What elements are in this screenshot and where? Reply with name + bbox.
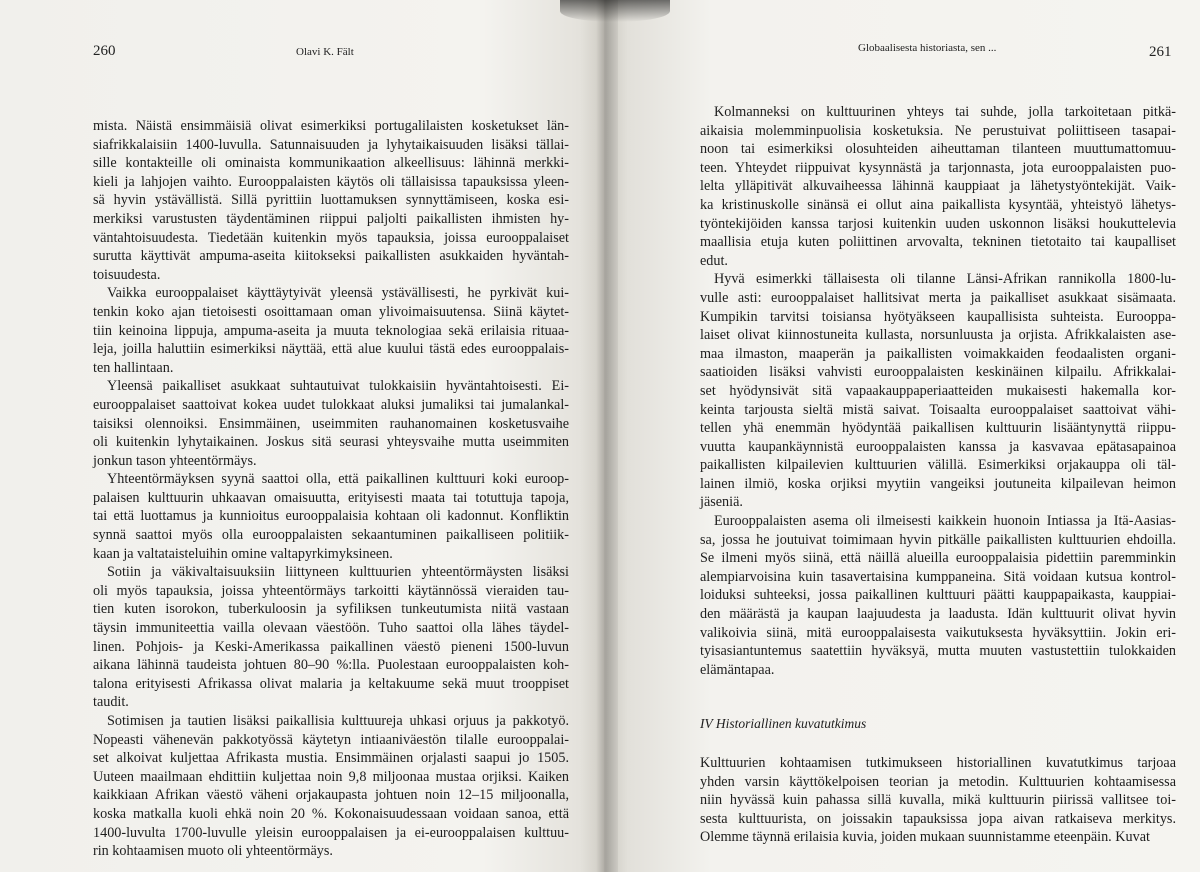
text-line: Yhteentörmäyksen syynä saattoi olla, että paikallinen kulttuuri koki euroop-: [107, 471, 569, 488]
text-line: set alkoivat kuljettaa Afrikasta mustia. Ensimmäinen orjalasti saapui jo 1505.: [93, 750, 569, 767]
text-line: Nopeasti vähenevän pakkotyössä käytetyn intiaaniväestön tilalle eurooppalai-: [93, 731, 569, 748]
left-body-text: [93, 117, 569, 861]
section-body-text: [700, 754, 1176, 847]
text-line: ten hallintaan.: [93, 359, 174, 376]
text-line: ka kristinuskolle sinänsä ei ollut aina paikallista kysyntää, yhteistyö lähetys-: [700, 196, 1176, 213]
text-line: sa, jossa he joutuivat toimimaan hyvin pitkälle paikallisten kulttuurien ehdoilla.: [700, 531, 1176, 548]
text-line: niin hyvässä kuin pahassa sillä kuvalla, mikä kulttuurin piirissä vallitsee toi-: [700, 792, 1176, 809]
text-line: kaikkiaan Afrikan väestö väheni orjakaupasta johtuen noin 12–15 miljoonalla,: [93, 787, 569, 804]
text-line: merkiksi varustusten täydentäminen riippui paljolti paikallisten ihmisten hy-: [93, 210, 569, 227]
paragraph: [700, 512, 1176, 679]
paragraph: [93, 377, 569, 470]
text-line: palaisen kulttuurin uhkaavan omaisuutta, erityisesti maata tai totuttuja tapoja,: [93, 489, 569, 506]
text-line: rin kohtaamisen muoto oli yhteentörmäys.: [93, 843, 333, 860]
text-line: oli myös tapauksia, joissa yhteentörmäys tarkoitti käytännössä vieraiden tau-: [93, 582, 569, 599]
section-heading: IV Historiallinen kuvatutkimus: [700, 716, 867, 731]
text-line: Olemme täynnä erilaisia kuvia, joiden mukaan suunnistamme eteenpäin. Kuvat: [700, 829, 1150, 846]
paragraph: [700, 270, 1176, 512]
text-line: maa ilmaston, maaperän ja paikallisten voimakkaiden feodaalisten organi-: [700, 345, 1176, 362]
text-line: set hyödynsivät sitä vapaakauppaperiaatteiden mukaisesti hakemalla kor-: [700, 382, 1176, 399]
text-line: Se ilmeni myös siinä, että näillä alueilla eurooppalaisia pidettiin paremminkin: [700, 550, 1176, 567]
right-body-text: [700, 103, 1176, 679]
text-line: elämäntapaa.: [700, 661, 775, 678]
text-line: vulle asti: eurooppalaiset hallitsivat merta ja paikalliset asukkaat sisämaata.: [700, 289, 1176, 306]
paragraph: [93, 563, 569, 712]
paragraph: [93, 712, 569, 861]
paragraph: [700, 754, 1176, 847]
text-line: talona erityisesti Afrikassa olivat malaria ja keltakuume sekä muut trooppiset: [93, 675, 569, 692]
page-corner-shadow: [560, 0, 670, 22]
text-line: Yleensä paikalliset asukkaat suhtautuivat tulokkaisiin hyväntahtoisesti. Ei-: [107, 378, 569, 395]
book-gutter: [596, 0, 618, 872]
text-line: tenkin koko ajan tietoisesti osoittamaan oman ylivoimaisuutensa. Siinä käytet-: [93, 303, 569, 320]
text-line: taisiksi olennoiksi. Ensimmäinen, useimmiten rauhanomainen kosketusvaihe: [93, 415, 569, 432]
text-line: noon tai esimerkiksi olosuhteiden aiheuttaman tilanteen muuttumattomuu-: [700, 141, 1176, 158]
text-line: Kulttuurien kohtaamisen tutkimukseen historiallinen kuvatutkimus tarjoaa: [700, 755, 1176, 771]
text-line: tyisasiantuntemus saatettiin hyväksyä, mutta muuten vastustettiin tulokkaiden: [700, 643, 1176, 660]
text-line: vuutta kaupankäynnistä eurooppalaisten kanssa ja kasvavaa epätasapainoa: [700, 438, 1176, 455]
text-line: Uuteen maailmaan ehdittiin kuljettaa noin 9,8 miljoonaa mustaa orjiksi. Kaiken: [93, 768, 569, 785]
text-line: väntahtoisuudesta. Tiedetään kuitenkin myös tapauksia, joissa eurooppalaiset: [93, 229, 569, 246]
text-line: tellen yhä enemmän hyödyntää paikallisen kulttuurin lisääntynyttä riippu-: [700, 420, 1176, 437]
text-line: laiset olivat kiinnostuneita kullasta, norsunluusta ja orjista. Afrikkalaisten ase-: [700, 327, 1176, 344]
text-line: yhden varsin käyttökelpoisen teorian ja metodin. Kulttuurien kohtaamisessa: [700, 773, 1176, 790]
text-line: lelta ylläpitivät alkuvaiheessa lähinnä kauppiaat ja lähetystyöntekijät. Vaik-: [700, 178, 1176, 195]
text-line: kieli ja lahjojen vaihto. Eurooppalaisten käytös oli tällaisissa tapauksissa yleen-: [93, 173, 569, 190]
paragraph: [93, 284, 569, 377]
text-line: alempiarvoisina kuin tasavertaisina kumppaneina. Sitä voidaan kutsua kontrol-: [700, 568, 1176, 585]
text-line: saatioiden lisäksi vahvisti eurooppalaisten keskinäinen kilpailu. Afrikkalai-: [700, 364, 1176, 381]
text-line: Eurooppalaisten asema oli ilmeisesti kaikkein huonoin Intiassa ja Itä-Aasias-: [714, 513, 1176, 530]
text-line: tien kuten isorokon, tuberkuloosin ja syfiliksen tunkeutumista niitä vastaan: [93, 601, 569, 618]
text-line: täysin immuniteettia vailla olevaan väestöön. Tuho saattoi olla lähes täydel-: [93, 620, 569, 637]
text-line: 1400-luvulta 1700-luvulle yleisin eurooppalaisen ja ei-eurooppalaisen kulttuu-: [93, 824, 569, 841]
text-line: sesta kulttuurista, on joissakin tapauksissa jopa aivan ratkaiseva merkitys.: [700, 810, 1176, 827]
text-line: siafrikkalaisiin 1400-luvulla. Satunnaisuuden ja lyhytaikaisuuden lisäksi tällai-: [93, 136, 569, 153]
text-line: sille kontakteille oli ominaista kommunikaation alkeellisuus: lähinnä merkki-: [93, 155, 569, 172]
text-line: synnä saattoi myös olla eurooppalaisten sekaantuminen paikalliseen politiik-: [93, 527, 569, 544]
text-line: lainen ilmiö, koska orjiksi myytiin vangeiksi joutuneita kilpailevan heimon: [700, 475, 1176, 492]
text-line: leja, joilla haluttiin esimerkiksi näyttää, että alue kuului tästä edes eurooppalais-: [93, 341, 569, 358]
text-line: paikallisten kilpailevien kulttuurien välillä. Esimerkiksi orjakauppa oli täl-: [700, 457, 1176, 474]
text-line: edut.: [700, 252, 728, 269]
text-line: Sotiin ja väkivaltaisuuksiin liittyneen kulttuurien yhteentörmäysten lisäksi: [107, 564, 569, 581]
text-line: teen. Yhteydet riippuivat kysynnästä ja tarjonnasta, jota eurooppalaisten puo-: [700, 159, 1176, 176]
text-line: taudit.: [93, 694, 129, 711]
paragraph: [700, 103, 1176, 270]
text-line: Kolmanneksi on kulttuurinen yhteys tai suhde, jolla tarkoitetaan pitkä-: [714, 104, 1176, 120]
text-line: koska matkalla kuoli ehkä noin 20 %. Kokonaisuudessaan voidaan sanoa, että: [93, 805, 569, 822]
text-line: työntekijöiden kanssa tarjosi kuitenkin uuden uskonnon lisäksi houkuttelevia: [700, 215, 1176, 232]
text-line: loiduksi suhteeksi, jossa paikallinen kulttuuri päätti kauppapaikasta, kauppiai-: [700, 587, 1176, 604]
text-line: maallisia etuja kuten poliittinen arvovalta, tekninen tietotaito tai kaupalliset: [700, 234, 1176, 251]
text-line: sä hyvin ystävällistä. Sillä pyrittiin luottamuksen synnyttämiseen, koska esi-: [93, 192, 569, 209]
text-line: aikaisia molemminpuolisia kosketuksia. Ne perustuivat poliittiseen tasapai-: [700, 122, 1176, 139]
text-line: oli kuitenkin lyhytaikainen. Joskus sitä seurasi yhteysvaihe mutta useimmiten: [93, 434, 569, 451]
text-line: tai että luottamus ja kunnioitus eurooppalaisia kohtaan oli kadonnut. Konfliktin: [93, 508, 569, 525]
text-line: linen. Pohjois- ja Keski-Amerikassa paikallinen väestö pieneni 1500-luvun: [93, 638, 569, 655]
text-line: mista. Näistä ensimmäisiä olivat esimerkiksi portugalilaisten kosketukset län-: [93, 118, 569, 134]
text-line: Vaikka eurooppalaiset käyttäytyivät yleensä ystävällisesti, he pyrkivät kui-: [107, 285, 569, 302]
text-line: surutta käyttivät ampuma-aseita kiitokseksi paikallisten asukkaiden hyväntah-: [93, 248, 569, 265]
text-line: keinta tarjousta sieltä mistä saivat. Toisaalta eurooppalaiset saattoivat vähi-: [700, 401, 1176, 418]
text-line: jäseniä.: [700, 494, 743, 511]
right-running-head: Globaalisesta historiasta, sen ...: [858, 42, 997, 54]
text-line: Kumpikin tarvitsi toisiansa hyötyäkseen kaupallisista suhteista. Eurooppa-: [700, 308, 1176, 325]
text-line: valikoivia siinä, mitä eurooppalaisesta vaikutuksesta hyväksyttiin. Jokin eri-: [700, 624, 1176, 641]
text-line: eurooppalaiset saattoivat kokea uudet tulokkaat aluksi jumaliksi tai jumalankal-: [93, 396, 569, 413]
text-line: jonkun tason yhteentörmäys.: [93, 452, 257, 469]
left-running-head: Olavi K. Fält: [296, 46, 354, 58]
text-line: kaan ja valtataisteluihin omine valtapyrkimyksineen.: [93, 545, 393, 562]
right-page-number: 261: [1149, 44, 1172, 60]
text-line: aikana lähinnä taudeista johtuen 80–90 %:lla. Puolestaan eurooppalaisten koh-: [93, 657, 569, 674]
text-line: toisuudesta.: [93, 266, 161, 283]
text-line: tiin keinoina lippuja, ampuma-aseita ja muuta teknologiaa sekä erilaisia rituaa-: [93, 322, 569, 339]
text-line: Hyvä esimerkki tällaisesta oli tilanne Länsi-Afrikan rannikolla 1800-lu-: [714, 271, 1176, 288]
text-line: Sotimisen ja tautien lisäksi paikallisia kulttuureja uhkasi orjuus ja pakkotyö.: [107, 713, 569, 729]
text-line: den määrästä ja kaupan laajuudesta ja laadusta. Idän kulttuurit olivat hyvin: [700, 606, 1176, 623]
left-page-number: 260: [93, 43, 116, 59]
paragraph: [93, 470, 569, 563]
paragraph: [93, 117, 569, 284]
